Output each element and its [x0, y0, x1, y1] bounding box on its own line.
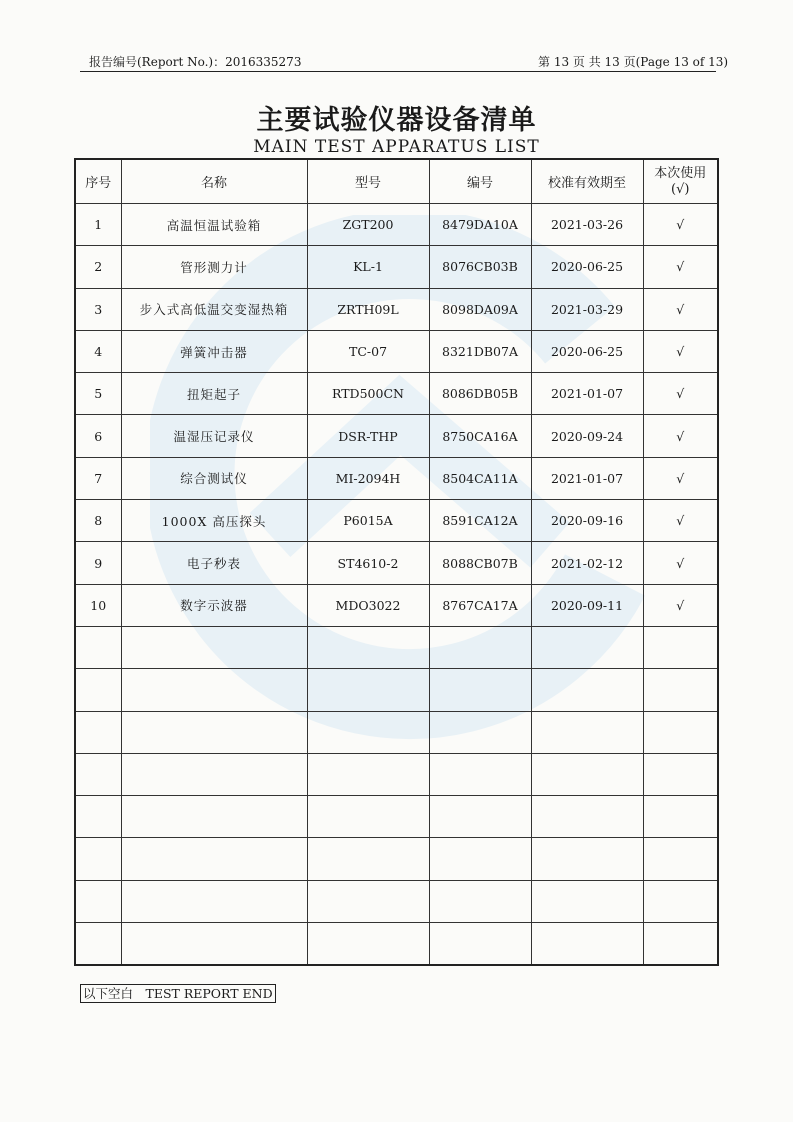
header-used-label: 本次使用	[654, 165, 707, 181]
cell-index: 9	[75, 542, 121, 584]
cell-name	[121, 880, 307, 922]
cell-index	[75, 838, 121, 880]
cell-calibration-date	[531, 923, 643, 966]
cell-calibration-date: 2020-06-25	[531, 246, 643, 288]
cell-name: 电子秒表	[121, 542, 307, 584]
header-used-mark: (√)	[671, 181, 690, 197]
cell-used: √	[643, 457, 718, 499]
cell-serial: 8750CA16A	[429, 415, 531, 457]
cell-calibration-date: 2021-02-12	[531, 542, 643, 584]
cell-used	[643, 838, 718, 880]
table-row-empty	[75, 838, 718, 880]
cell-used: √	[643, 246, 718, 288]
cell-index: 6	[75, 415, 121, 457]
table-row	[75, 457, 718, 499]
cell-name	[121, 923, 307, 966]
header-used	[643, 159, 718, 204]
cell-model: ST4610-2	[307, 542, 429, 584]
cell-name	[121, 753, 307, 795]
cell-name: 管形测力计	[121, 246, 307, 288]
cell-index: 7	[75, 457, 121, 499]
cell-name	[121, 796, 307, 838]
cell-serial	[429, 711, 531, 753]
table-row-empty	[75, 923, 718, 966]
cell-model: MDO3022	[307, 584, 429, 626]
cell-index: 5	[75, 373, 121, 415]
cell-name: 高温恒温试验箱	[121, 204, 307, 246]
header-divider	[80, 71, 716, 72]
cell-calibration-date	[531, 796, 643, 838]
cell-name	[121, 711, 307, 753]
cell-model	[307, 838, 429, 880]
cell-index	[75, 669, 121, 711]
cell-name: 温湿压记录仪	[121, 415, 307, 457]
cell-model: ZGT200	[307, 204, 429, 246]
cell-index: 4	[75, 330, 121, 372]
cell-serial: 8098DA09A	[429, 288, 531, 330]
cell-serial	[429, 923, 531, 966]
page-title: 主要试验仪器设备清单	[256, 105, 537, 136]
cell-index	[75, 796, 121, 838]
cell-model: MI-2094H	[307, 457, 429, 499]
cell-serial	[429, 753, 531, 795]
table-row	[75, 415, 718, 457]
table-row-empty	[75, 711, 718, 753]
cell-calibration-date: 2021-01-07	[531, 457, 643, 499]
cell-calibration-date: 2020-09-11	[531, 584, 643, 626]
cell-index	[75, 880, 121, 922]
cell-calibration-date: 2020-09-16	[531, 500, 643, 542]
cell-used: √	[643, 204, 718, 246]
cell-used	[643, 711, 718, 753]
table-row-empty	[75, 796, 718, 838]
cell-model: DSR-THP	[307, 415, 429, 457]
cell-name: 综合测试仪	[121, 457, 307, 499]
cell-used: √	[643, 415, 718, 457]
cell-used	[643, 880, 718, 922]
cell-serial	[429, 838, 531, 880]
cell-name: 弹簧冲击器	[121, 330, 307, 372]
report-number: 报告编号(Report No.)：2016335273	[89, 55, 302, 69]
cell-used	[643, 753, 718, 795]
cell-used: √	[643, 330, 718, 372]
cell-calibration-date: 2021-03-29	[531, 288, 643, 330]
cell-model: P6015A	[307, 500, 429, 542]
cell-calibration-date	[531, 669, 643, 711]
cell-model	[307, 626, 429, 668]
cell-name	[121, 838, 307, 880]
cell-used: √	[643, 373, 718, 415]
table-row-empty	[75, 626, 718, 668]
cell-used: √	[643, 288, 718, 330]
cell-used: √	[643, 500, 718, 542]
header-index: 序号	[75, 159, 121, 204]
cell-model	[307, 669, 429, 711]
cell-name: 1000X 高压探头	[121, 500, 307, 542]
header-serial: 编号	[429, 159, 531, 204]
page-subtitle: MAIN TEST APPARATUS LIST	[253, 137, 540, 157]
header-model: 型号	[307, 159, 429, 204]
cell-calibration-date	[531, 711, 643, 753]
cell-serial	[429, 626, 531, 668]
cell-name: 步入式高低温交变湿热箱	[121, 288, 307, 330]
cell-calibration-date: 2020-09-24	[531, 415, 643, 457]
cell-serial: 8591CA12A	[429, 500, 531, 542]
cell-used	[643, 626, 718, 668]
table-row-empty	[75, 753, 718, 795]
cell-serial	[429, 669, 531, 711]
cell-model	[307, 753, 429, 795]
cell-calibration-date: 2021-03-26	[531, 204, 643, 246]
cell-model	[307, 880, 429, 922]
header-calibration-date: 校准有效期至	[531, 159, 643, 204]
cell-index	[75, 753, 121, 795]
table-header-row	[75, 159, 718, 204]
cell-serial	[429, 796, 531, 838]
report-end-note: 以下空白 TEST REPORT END	[80, 984, 276, 1003]
cell-index: 2	[75, 246, 121, 288]
table-row-empty	[75, 669, 718, 711]
cell-used	[643, 796, 718, 838]
table-row	[75, 500, 718, 542]
cell-calibration-date	[531, 753, 643, 795]
table-row	[75, 246, 718, 288]
cell-serial: 8321DB07A	[429, 330, 531, 372]
cell-model: KL-1	[307, 246, 429, 288]
cell-serial: 8076CB03B	[429, 246, 531, 288]
cell-name	[121, 626, 307, 668]
cell-name	[121, 669, 307, 711]
table-row	[75, 584, 718, 626]
cell-used	[643, 923, 718, 966]
cell-model	[307, 796, 429, 838]
cell-serial: 8479DA10A	[429, 204, 531, 246]
cell-model: ZRTH09L	[307, 288, 429, 330]
cell-calibration-date	[531, 838, 643, 880]
cell-used	[643, 669, 718, 711]
cell-model: RTD500CN	[307, 373, 429, 415]
table-row	[75, 330, 718, 372]
apparatus-table	[74, 158, 719, 966]
cell-calibration-date	[531, 880, 643, 922]
table-row	[75, 373, 718, 415]
table-row	[75, 288, 718, 330]
cell-model	[307, 711, 429, 753]
cell-serial: 8088CB07B	[429, 542, 531, 584]
cell-index: 1	[75, 204, 121, 246]
cell-calibration-date	[531, 626, 643, 668]
table-row	[75, 542, 718, 584]
cell-index	[75, 923, 121, 966]
table-row	[75, 204, 718, 246]
cell-index	[75, 626, 121, 668]
cell-index: 3	[75, 288, 121, 330]
cell-model	[307, 923, 429, 966]
cell-serial	[429, 880, 531, 922]
cell-serial: 8504CA11A	[429, 457, 531, 499]
cell-index: 8	[75, 500, 121, 542]
cell-used: √	[643, 584, 718, 626]
page-info: 第 13 页 共 13 页(Page 13 of 13)	[538, 55, 729, 69]
cell-serial: 8086DB05B	[429, 373, 531, 415]
cell-index	[75, 711, 121, 753]
cell-calibration-date: 2021-01-07	[531, 373, 643, 415]
cell-serial: 8767CA17A	[429, 584, 531, 626]
cell-name: 扭矩起子	[121, 373, 307, 415]
cell-calibration-date: 2020-06-25	[531, 330, 643, 372]
cell-name: 数字示波器	[121, 584, 307, 626]
table-row-empty	[75, 880, 718, 922]
cell-index: 10	[75, 584, 121, 626]
cell-model: TC-07	[307, 330, 429, 372]
header-name: 名称	[121, 159, 307, 204]
cell-used: √	[643, 542, 718, 584]
